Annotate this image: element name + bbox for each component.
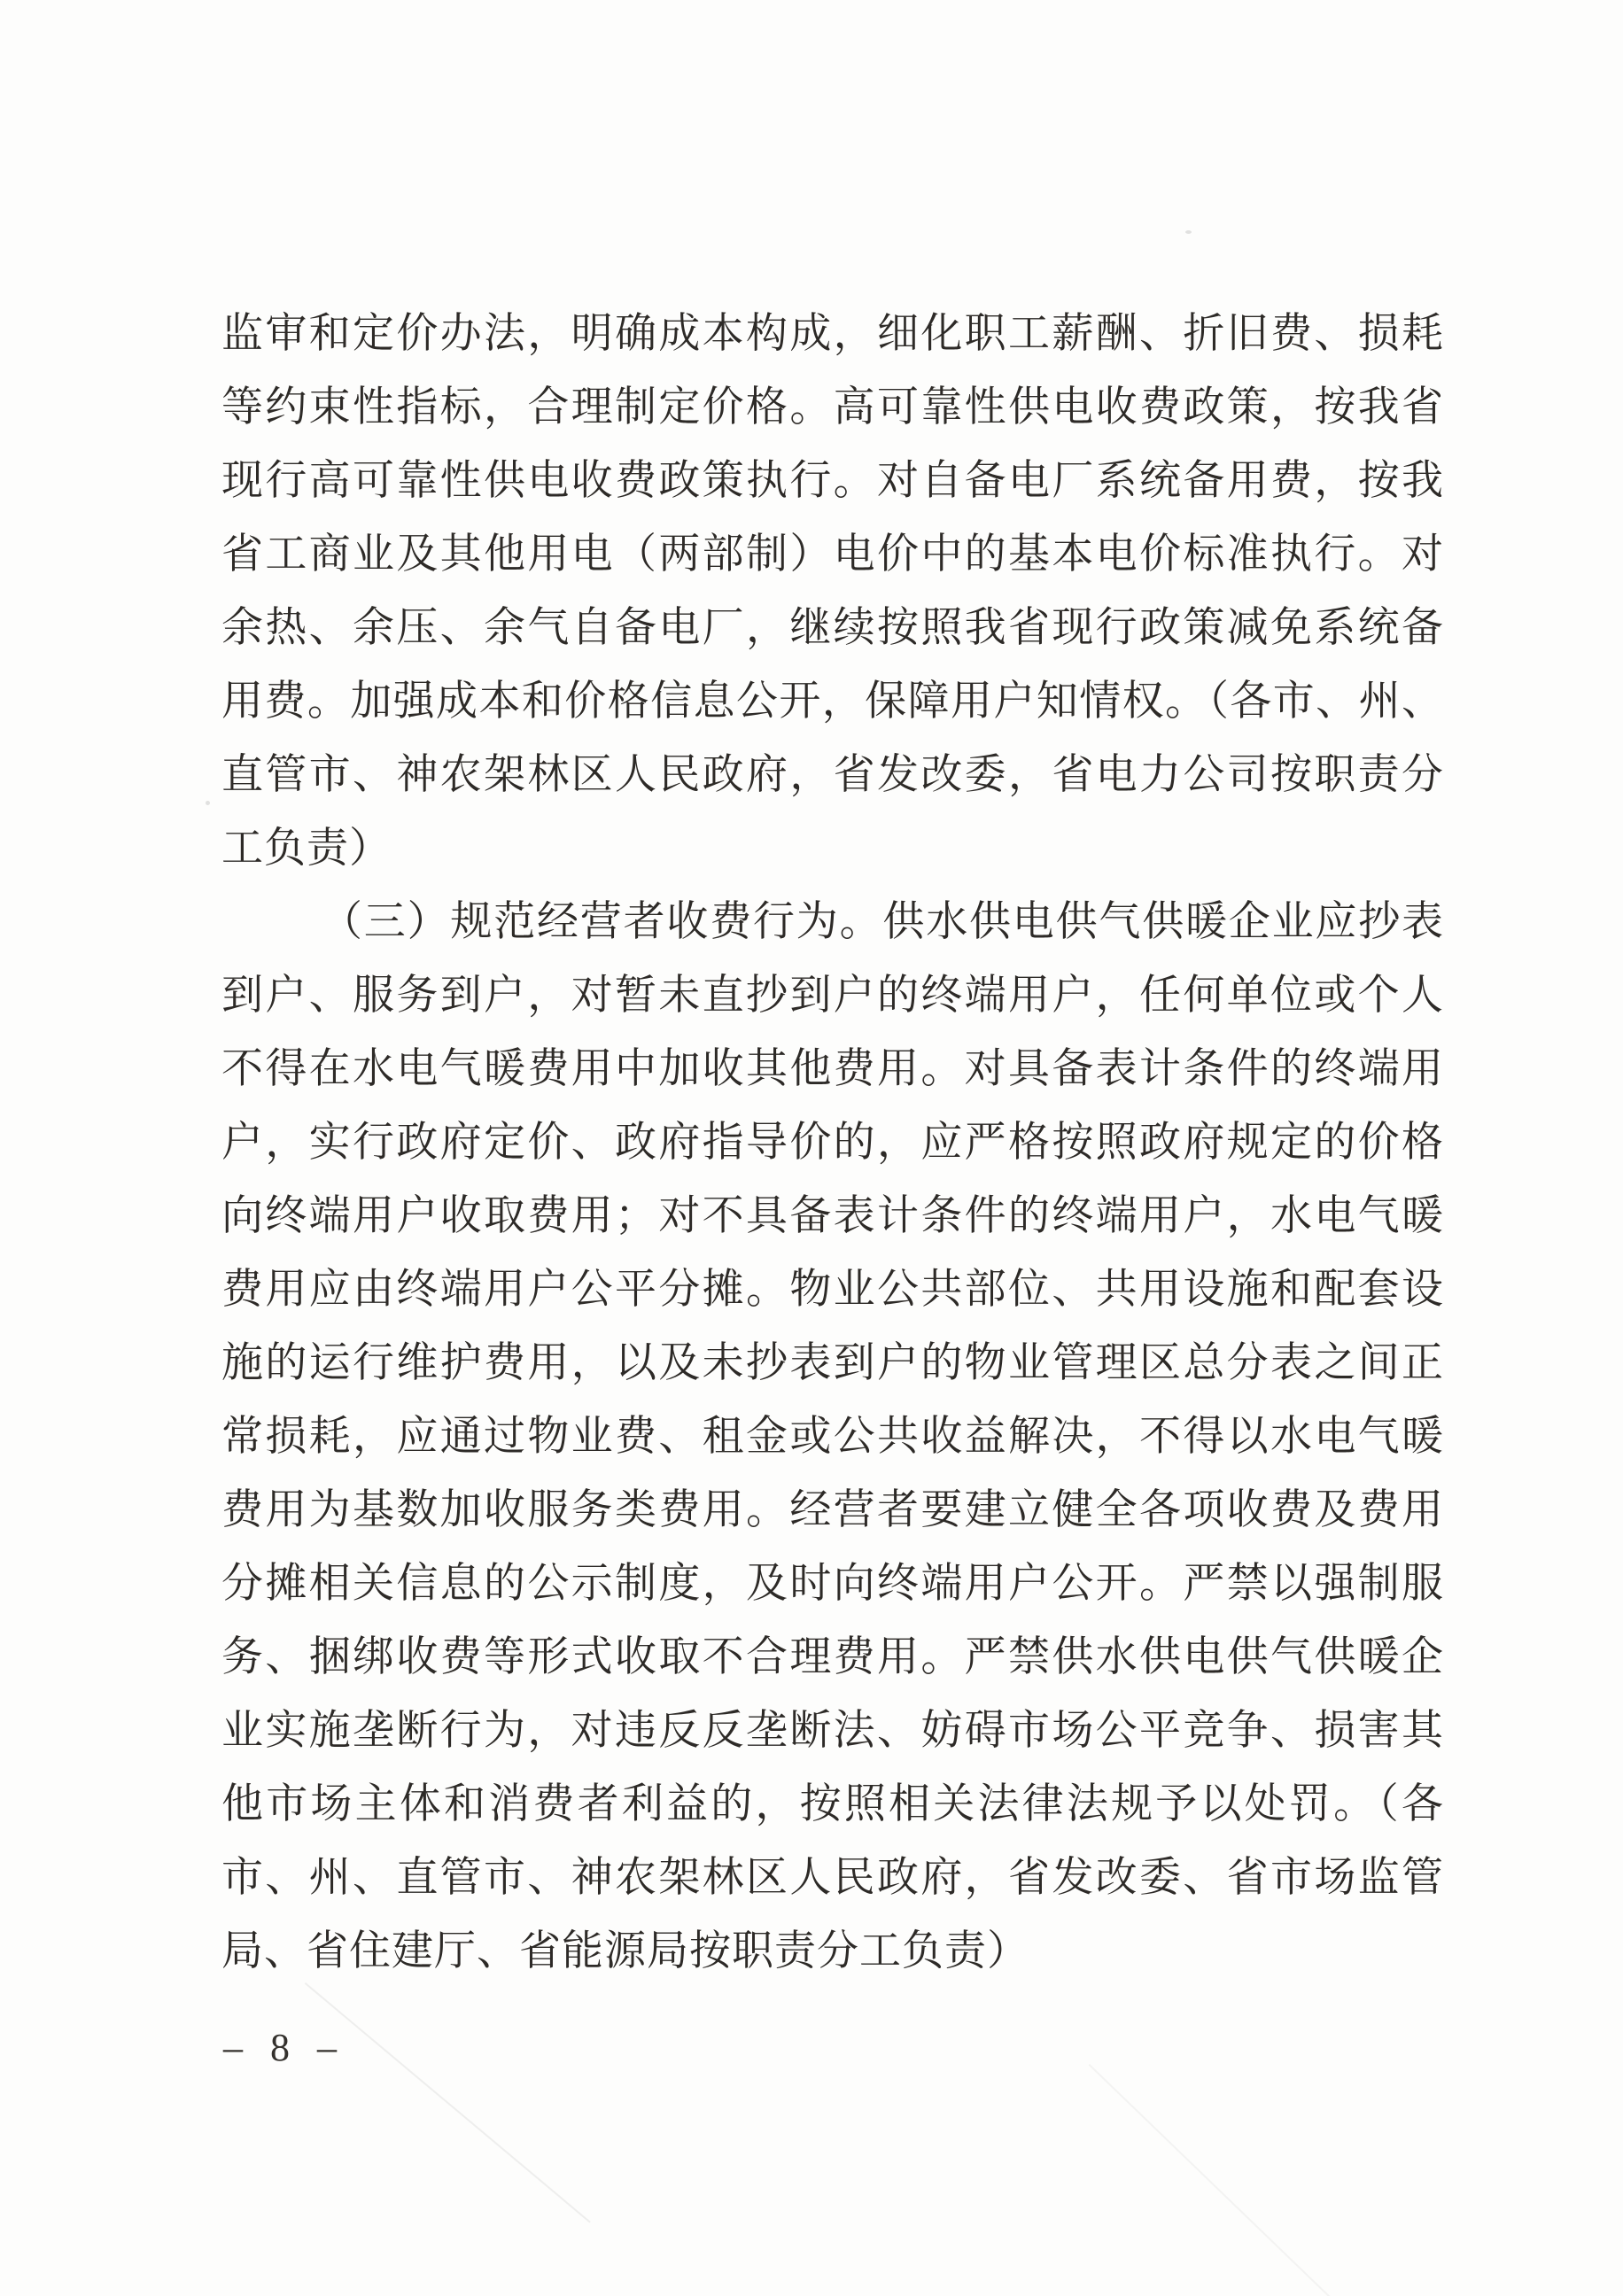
text-line: 施的运行维护费用，以及未抄表到户的物业管理区总分表之间正	[221, 1340, 1444, 1386]
text-line: 市、州、直管市、神农架林区人民政府，省发改委、省市场监管	[221, 1855, 1444, 1901]
document-body-text	[221, 298, 1444, 1989]
paragraph-item-three	[221, 886, 1444, 1989]
text-line: 直管市、神农架林区人民政府，省发改委，省电力公司按职责分	[221, 752, 1444, 798]
scan-artifact-speck	[206, 801, 210, 805]
text-line: 他市场主体和消费者利益的，按照相关法律法规予以处罚。（各	[221, 1781, 1444, 1827]
text-line: 不得在水电气暖费用中加收其他费用。对具备表计条件的终端用	[221, 1046, 1444, 1092]
text-line: 工负责）	[221, 826, 392, 872]
scan-artifact-streak	[1089, 2064, 1332, 2296]
text-line: 务、捆绑收费等形式收取不合理费用。严禁供水供电供气供暖企	[221, 1634, 1444, 1680]
text-line: 费用应由终端用户公平分摊。物业公共部位、共用设施和配套设	[221, 1267, 1444, 1313]
text-line: 局、省住建厅、省能源局按职责分工负责）	[221, 1928, 1029, 1974]
text-line: 等约束性指标，合理制定价格。高可靠性供电收费政策，按我省	[221, 384, 1444, 430]
text-line: 余热、余压、余气自备电厂，继续按照我省现行政策减免系统备	[221, 605, 1444, 651]
text-line: 业实施垄断行为，对违反反垄断法、妨碍市场公平竞争、损害其	[221, 1708, 1444, 1754]
paragraph-continuation	[221, 298, 1444, 886]
text-line: （三）规范经营者收费行为。供水供电供气供暖企业应抄表	[321, 899, 1444, 945]
text-line: 常损耗，应通过物业费、租金或公共收益解决，不得以水电气暖	[221, 1414, 1444, 1460]
text-line: 户，实行政府定价、政府指导价的，应严格按照政府规定的价格	[221, 1120, 1444, 1166]
text-line: 用费。加强成本和价格信息公开，保障用户知情权。（各市、州、	[221, 679, 1444, 725]
text-line: 到户、服务到户，对暂未直抄到户的终端用户，任何单位或个人	[221, 973, 1444, 1019]
text-line: 费用为基数加收服务类费用。经营者要建立健全各项收费及费用	[221, 1487, 1444, 1533]
scan-artifact-speck	[1185, 230, 1192, 234]
scan-artifact-streak	[305, 1982, 591, 2223]
text-line: 省工商业及其他用电（两部制）电价中的基本电价标准执行。对	[221, 531, 1444, 578]
page-number: – 8 –	[223, 2026, 346, 2069]
text-line: 分摊相关信息的公示制度，及时向终端用户公开。严禁以强制服	[221, 1561, 1444, 1607]
text-line: 监审和定价办法，明确成本构成，细化职工薪酬、折旧费、损耗	[221, 311, 1444, 357]
text-line: 向终端用户收取费用；对不具备表计条件的终端用户，水电气暖	[221, 1193, 1444, 1239]
text-line: 现行高可靠性供电收费政策执行。对自备电厂系统备用费，按我	[221, 458, 1444, 504]
